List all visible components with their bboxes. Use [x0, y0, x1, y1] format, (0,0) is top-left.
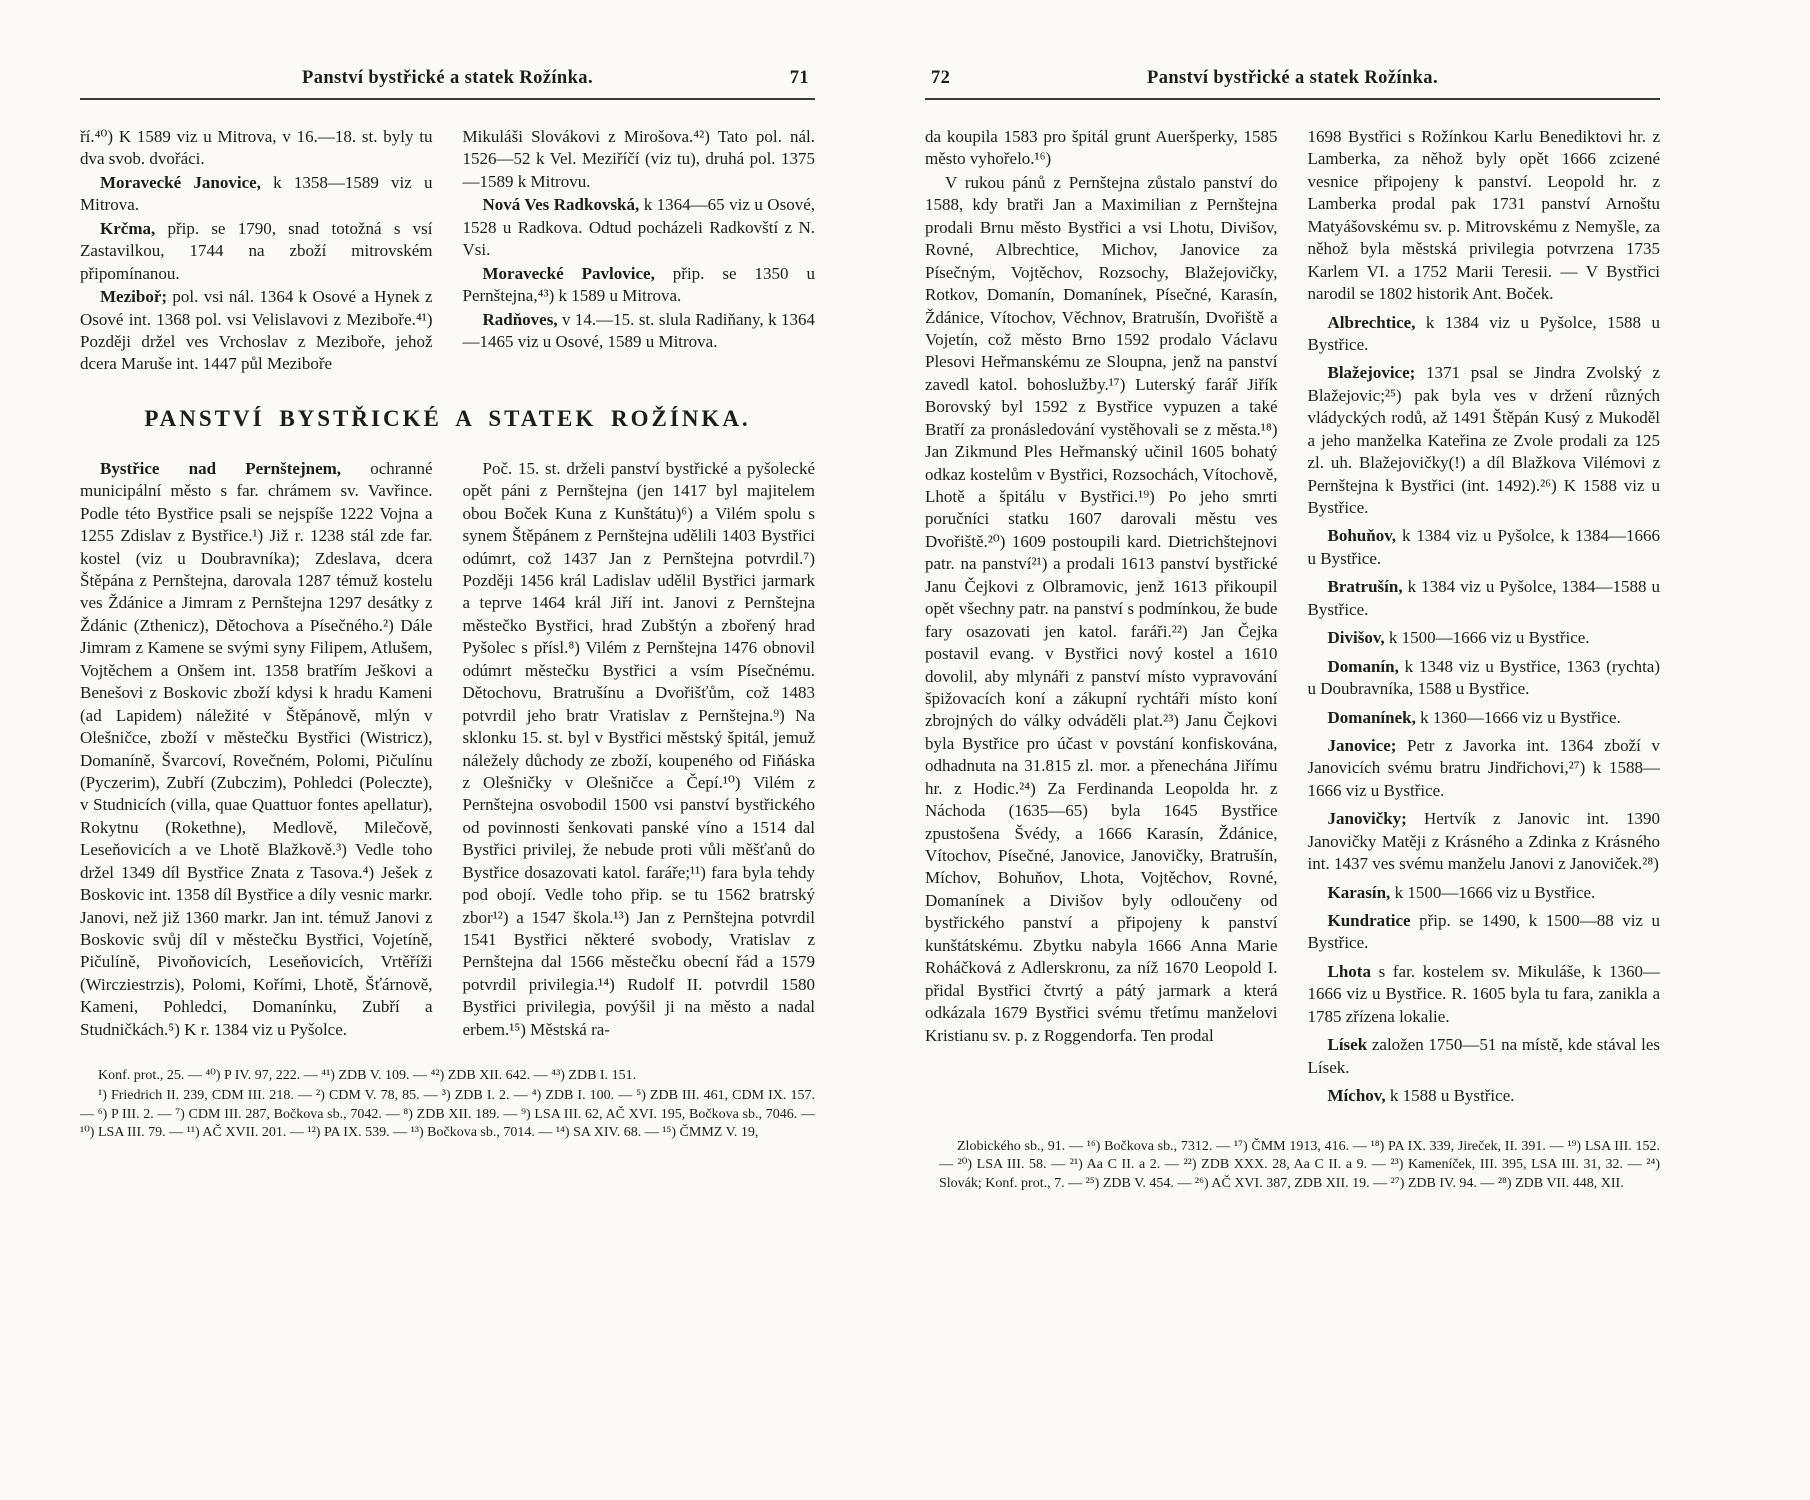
entry-text: k 1360—1666 viz u Bystřice.	[1415, 707, 1621, 727]
entry-paragraph	[463, 194, 816, 261]
text-column	[463, 458, 816, 1041]
body-paragraph	[925, 126, 1278, 171]
entry-text: k 1358—1589 viz u Mitrova.	[80, 172, 433, 215]
entry-text: ochranné municipální město s far. chrámem sv. Vavřince. Podle této Bystřice psali se nejspíše 1222 Vojna a 1255 Zdislav z Bystřice.¹) Již r. 1238 stál zde far. kostel (viz u Doubravníka); Zdeslava, dcera Štěpána z Pernštejna, darovala 1287 témuž kostelu ves Ždánice a Jimram z Pernštejna 1297 desátky z Ždánic (Zthenicz), Dětochova a Písečného.²) Dále Jimram z Kamene se svými syny Filipem, Atlušem, Vojtěchem a Onšem int. 1358 bratřím Ješkovi a Benešovi z Boskovic zboží kdysi k hradu Kameni (ad Lapidem) náležité v Štěpánově, mlýn v Olešničce, zboží v městečku Bystřici (Wistricz), Domaníně, Švarcoví, Rovečném, Polomi, Pičulínu (Pyczerim), Zubří (Zubczim), Pohledci (Poleczte), v Studnicích (villa, quae Quattuor fontes apellatur), Rokytnu (Rokethne), Medlově, Milečově, Leseňovicích a ve Lhotě Blažkově.³) Vedle toho držel 1349 díl Bystřice Znata z Tasova.⁴) Ješek z Boskovic int. 1358 díl Bystřice a díly vesnic markr. Janovi, než již 1360 markr. Jan int. témuž Janovi z Boskovic svůj díl v městečku Bystřici, Vojetíně, Pičulíně, Pivoňovicích, Leseňovicích, Vrtěříži (Wircziestrzis), Polomi, Kořími, Lhotě, Šťárnově, Kameni, Pohledci, Domanínku, Zubří a Studničkách.⁵) K r. 1384 viz u Pyšolce.	[80, 458, 433, 1039]
entry-lead: Divišov,	[1327, 628, 1385, 648]
entry-text: k 1384 viz u Pyšolce, 1384—1588 u Bystřice.	[1307, 577, 1660, 619]
paragraph-text: V rukou pánů z Pernštejna zůstalo panství do 1588, kdy bratři Jan a Maximilian z Pernštejna prodali Brnu město Bystřici a vsi Lhotu, Divišov, Rovné, Albrechtice, Michov, Janovice za Písečným, Vojtěchov, Rozsochy, Blažejovičky, Rotkov, Domanín, Domanínek, Písečné, Karasín, Ždánice, Vítochov, Věchnov, Bratrušín, Dvořiště a Vojetín, což město Brno 1592 prodalo Václavu Plesovi Heřmanskému ze Sloupna, jenž na panství zavedl katol. bohoslužby.¹⁷) Luterský farář Jiřík Borovský byl 1592 z Bystřice vypuzen a také Bratří za pronásledování vystěhovali se z města.¹⁸) Jan Zikmund Ples Heřmanský učinil 1605 bohatý odkaz kostelům v Bystřici, Rozsochách, Vítochově, Lhotě a špitálu v Bystřici.¹⁹) Po jeho smrti poručníci statku 1607 darovali městu ves Dvořiště.²⁰) 1609 postoupili kard. Dietrichštejnovi patr. na panství²¹) a prodali 1613 panství bystřické Janu Čejkovi z Olbramovic, jenž 1613 přikoupil opět všechny patr. na panství s podmínkou, že bude fary osazovati jen katol. faráři.²²) Jan Čejka postavil evang. v Bystřici nový kostel a 1610 dovolil, aby mlynáři z panství místo vypravování špižovacích koní a zákupní rychtáři místo koní zbrojných do války odváděli plat.²³) Janu Čejkovi byla Bystřice pro účast v povstání konfiskována, odhadnuta na 31.815 zl. mor. a přenechána Jiřímu hr. z Hodic.²⁴) Za Ferdinanda Leopolda hr. z Náchoda (1635—65) byla 1645 Bystřice zpustošena Švédy, a 1666 Karasín, Ždánice, Vítochov, Písečné, Janovice, Janovičky, Bratrušín, Míchov, Bohuňov, Lhota, Vojtěchov, Rovné, Domanínek a Divišov byly odloučeny od bystřického panství a připojeny k panství kunštátskému. Zbytku nabyla 1666 Anna Marie Roháčková z Adlerskronu, za níž 1670 Leopold I. přidal Bystřici čtvrtý a pátý jarmark a která odkázala 1679 Bystřici svému třetímu manželovi Kristianu sv. p. z Roggendorfa. Ten prodal	[925, 172, 1278, 1045]
footnote: ¹) Friedrich II. 239, CDM III. 218. — ²) CDM V. 78, 85. — ³) ZDB I. 2. — ⁴) ZDB I. 100. — ⁵) ZDB III. 461, CDM IX. 157. — ⁶) P III. 2. — ⁷) CDM III. 287, Bočkova sb., 7042. — ⁸) ZDB XII. 189. — ⁹) LSA III. 62, AČ XVI. 195, Bočkova sb., 7046. — ¹⁰) LSA III. 79. — ¹¹) AČ XVII. 201. — ¹²) PA IX. 539. — ¹³) Bočkova sb., 7014. — ¹⁴) SA XIV. 68. — ¹⁵) ČMMZ V. 19,	[80, 1087, 815, 1141]
page-71-header	[80, 68, 815, 100]
entry-lead: Karasín,	[1327, 882, 1391, 902]
entry-paragraph	[1308, 707, 1661, 729]
paragraph-text: Poč. 15. st. drželi panství bystřické a pyšolecké opět páni z Pernštejna (jen 1417 byl majitelem obou Boček Kuna z Kunštátu)⁶) a Vilém spolu s synem Štěpánem z Pernštejna udělili 1403 Bystřici odúmrt, což 1437 Jan z Pernštejna potvrdil.⁷) Později 1456 král Ladislav udělil Bystřici jarmark a teprve 1464 král Jiří int. Janovi z Pernštejna městečko Bystřici, hrad Zubštýn a zbořený hrad Pyšolec s přísl.⁸) Vilém z Pernštejna 1476 obnovil odúmrt městečku Bystřici a vsím Písečnému. Dětochovu, Bratrušínu a Dvořišťům, což 1483 potvrdil jeho bratr Vratislav z Pernštejna.⁹) Na sklonku 15. st. byl v Bystřici městský špitál, jemuž náležely důchody ze zboží, koupeného od Fiňáska z Olešničky v Olešničce a Čepí.¹⁰) Vilém z Pernštejna osvobodil 1500 vsi panství bystřického od povinnosti šenkovati panské víno a 1514 dal Bystřici privilej, že nebude proti vůli měšťanů do Bystřice dosazovati katol. faráře;¹¹) fara byla tehdy pod obojí. Vedle toho přip. se tu 1562 bratrský zbor¹²) a 1547 škola.¹³) Jan z Pernštejna potvrdil 1541 Bystřici některé svobody, Vratislav z Pernštejna dal 1566 městečku obecní řád a 1579 potvrdil privilegia.¹⁴) Rudolf II. potvrdil 1580 Bystřici privilegia, povýšil ji na město a nadal erbem.¹⁵) Městská ra-	[462, 458, 815, 1039]
entry-text: přip. se 1790, snad totožná s vsí Zastavilkou, 1744 na zboží mitrovském připomínanou.	[80, 218, 433, 283]
footnotes-71	[80, 1067, 815, 1143]
entry-paragraph	[1308, 1034, 1661, 1079]
section-heading: PANSTVÍ BYSTŘICKÉ A STATEK ROŽÍNKA.	[144, 405, 751, 431]
entry-paragraph	[1308, 312, 1661, 357]
page-number: 71	[789, 68, 809, 88]
entry-lead: Blažejovice;	[1327, 363, 1416, 383]
entry-text: přip. se 1350 u Pernštejna,⁴³) k 1589 u Mitrova.	[462, 263, 815, 306]
footnote: Konf. prot., 25. — ⁴⁰) P IV. 97, 222. — ⁴¹) ZDB V. 109. — ⁴²) ZDB XII. 642. — ⁴³) ZDB I. 151.	[98, 1068, 637, 1084]
entry-text: k 1500—1666 viz u Bystřice.	[1390, 882, 1596, 902]
entry-lead: Radňoves,	[482, 309, 558, 329]
paragraph-text: ří.⁴⁰) K 1589 viz u Mitrova, v 16.—18. st. byly tu dva svob. dvořáci.	[80, 127, 433, 169]
text-column	[925, 126, 1278, 1108]
entry-paragraph	[1308, 808, 1661, 875]
entry-lead: Domanín,	[1327, 656, 1399, 676]
entry-lead: Albrechtice,	[1327, 312, 1416, 332]
entry-paragraph	[1308, 525, 1661, 570]
entry-text: v 14.—15. st. slula Radiňany, k 1364—1465 viz u Osové, 1589 u Mitrova.	[462, 309, 815, 351]
page-number: 72	[931, 68, 951, 88]
entry-lead: Janovičky;	[1327, 809, 1407, 829]
entry-text: pol. vsi nál. 1364 k Osové a Hynek z Osové int. 1368 pol. vsi Velislavovi z Meziboře.⁴¹) Později držel ves Vrchoslav z Meziboře, jehož dcera Maruše int. 1447 půl Meziboře	[80, 287, 433, 374]
text-column	[463, 126, 816, 376]
entry-paragraph	[1308, 735, 1661, 802]
running-title: Panství bystřické a statek Rožínka.	[1147, 68, 1438, 88]
page-72-header	[925, 68, 1660, 100]
paragraph-text: Mikuláši Slovákovi z Mirošova.⁴²) Tato pol. nál. 1526—52 k Vel. Meziříčí (viz tu), druhá pol. 1375—1589 k Mitrovu.	[462, 127, 815, 191]
entry-lead: Nová Ves Radkovská,	[482, 195, 640, 215]
main-section	[925, 126, 1660, 1108]
entry-text: k 1500—1666 viz u Bystřice.	[1384, 628, 1590, 648]
entry-lead: Moravecké Pavlovice,	[482, 263, 655, 283]
body-paragraph	[1308, 126, 1661, 306]
text-column	[80, 126, 433, 376]
entry-paragraph	[80, 172, 433, 217]
body-paragraph	[925, 172, 1278, 1047]
entry-text: k 1348 viz u Bystřice, 1363 (rychta) u Doubravníka, 1588 u Bystřice.	[1307, 656, 1660, 699]
entry-paragraph	[1308, 656, 1661, 701]
body-paragraph	[463, 458, 816, 1041]
entry-lead: Lhota	[1327, 961, 1371, 981]
entry-lead: Kundratice	[1327, 911, 1411, 930]
entry-lead: Bystřice nad Pernštejnem,	[100, 458, 342, 478]
entry-text: s far. kostelem sv. Mikuláše, k 1360—1666 viz u Bystřice. R. 1605 byla tu fara, zanikla a 1785 zřízena lokalie.	[1307, 961, 1660, 1026]
entry-text: přip. se 1490, k 1500—88 viz u Bystřice.	[1307, 911, 1660, 953]
entry-paragraph	[1308, 961, 1661, 1028]
footnote: Zlobického sb., 91. — ¹⁶) Bočkova sb., 7312. — ¹⁷) ČMM 1913, 416. — ¹⁸) PA IX. 339, Jireček, II. 391. — ¹⁹) LSA III. 152. — ²⁰) LSA III. 58. — ²¹) Aa C II. a 2. — ²²) ZDB XXX. 28, Aa C II. a 9. — ²³) Kameníček, III. 395, LSA III. 31, 32. — ²⁴) Slovák; Konf. prot., 7. — ²⁵) ZDB V. 454. — ²⁶) AČ XVI. 387, ZDB XII. 19. — ²⁷) ZDB IV. 94. — ²⁸) ZDB VII. 448, XII.	[939, 1138, 1660, 1191]
entry-text: k 1588 u Bystřice.	[1385, 1086, 1515, 1106]
entry-paragraph	[463, 263, 816, 308]
entry-text: k 1384 viz u Pyšolce, 1588 u Bystřice.	[1307, 312, 1660, 354]
running-title: Panství bystřické a statek Rožínka.	[302, 68, 593, 88]
entry-lead: Moravecké Janovice,	[100, 172, 261, 192]
footnotes-72	[925, 1138, 1660, 1194]
entry-paragraph	[80, 458, 433, 1041]
entry-lead: Bratrušín,	[1327, 577, 1403, 597]
entry-lead: Janovice;	[1327, 735, 1397, 755]
page-71	[80, 68, 815, 1194]
entry-lead: Domanínek,	[1327, 707, 1416, 727]
entry-lead: Míchov,	[1327, 1086, 1386, 1106]
entry-paragraph	[1308, 362, 1661, 519]
entry-text: k 1384 viz u Pyšolce, k 1384—1666 u Bystřice.	[1307, 526, 1660, 568]
entry-lead: Bohuňov,	[1327, 526, 1397, 546]
entry-paragraph	[1308, 1085, 1661, 1107]
entry-paragraph	[1308, 882, 1661, 904]
entry-paragraph	[1308, 910, 1661, 955]
entry-text: Hertvík z Janovic int. 1390 Janovičky Matěji z Krásného a Zdinka z Krásného int. 1437 ves svému manželu Janovi z Janoviček.²⁸)	[1307, 809, 1660, 874]
entry-text: Petr z Javorka int. 1364 zboží v Janovicích svému bratru Jindřichovi,²⁷) k 1588—1666 viz u Bystřice.	[1307, 735, 1660, 800]
entry-paragraph	[80, 286, 433, 376]
entry-text: k 1364—65 viz u Osové, 1528 u Radkova. Odtud pocházeli Radkovští z N. Vsi.	[462, 195, 815, 260]
page-72	[925, 68, 1660, 1194]
paragraph-text: 1698 Bystřici s Rožínkou Karlu Benediktovi hr. z Lamberka, za něhož byly opět 1666 zcizené vesnice připojeny k panství. Leopold hr. z Lamberka prodal pak 1731 panství Arnoštu Matyášovskému sv. p. Mitrovskému z Nemyšle, za něhož byla městská privilegia potvrzena 1735 Karlem VI. a 1752 Marii Teresii. — V Bystřici narodil se 1802 historik Ant. Boček.	[1307, 127, 1660, 304]
entry-lead: Meziboř;	[100, 287, 168, 307]
body-paragraph	[80, 126, 433, 171]
entry-lead: Krčma,	[100, 218, 156, 238]
entry-paragraph	[80, 218, 433, 285]
text-column	[80, 458, 433, 1041]
entry-lead: Lísek	[1327, 1035, 1368, 1055]
entry-text: založen 1750—51 na místě, kde stával les Lísek.	[1307, 1035, 1660, 1077]
top-section	[80, 126, 815, 376]
paragraph-text: da koupila 1583 pro špitál grunt Aueršperky, 1585 město vyhořelo.¹⁶)	[925, 127, 1278, 169]
text-column	[1308, 126, 1661, 1108]
entry-paragraph	[1308, 576, 1661, 621]
body-paragraph	[463, 126, 816, 193]
main-section	[80, 458, 815, 1041]
entry-paragraph	[463, 309, 816, 354]
entry-text: 1371 psal se Jindra Zvolský z Blažejovic;²⁵) pak byla ves v držení různých vládyckých rodů, až 1491 Štěpán Kusý z Mukoděl a jeho manželka Kateřina ze Zvole prodali za 125 zl. uh. Blažejovičky(!) a díl Blažkova Vilémovi z Pernštejna k Bystřici (int. 1492).²⁶) K 1588 viz u Bystřice.	[1307, 363, 1660, 517]
entry-paragraph	[1308, 627, 1661, 649]
